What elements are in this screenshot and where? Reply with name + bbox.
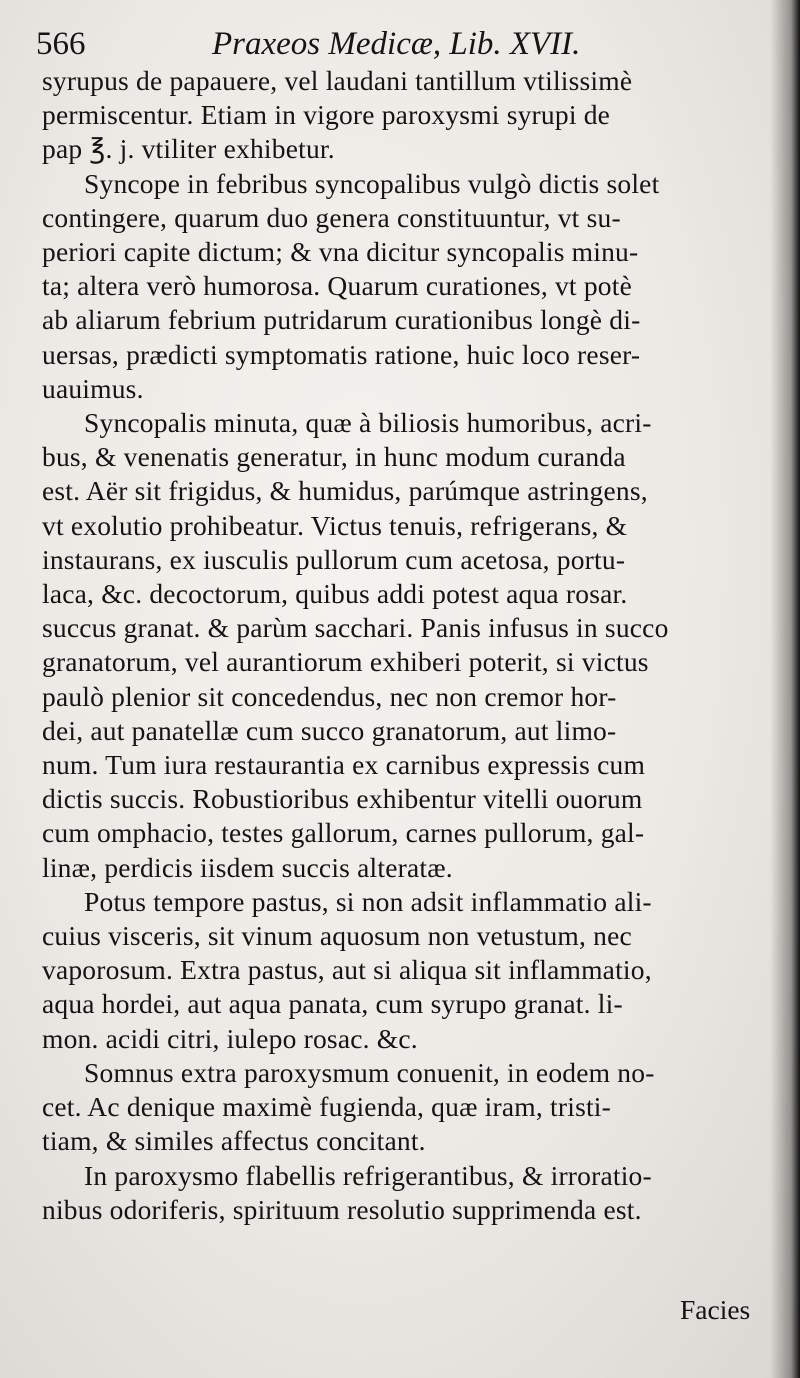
text-line: Syncope in febribus syncopalibus vulgò dictis solet (84, 167, 660, 199)
text-line: vaporosum. Extra pastus, aut si aliqua sit inflammatio, (42, 954, 652, 986)
paragraph (42, 406, 760, 885)
text-line: periori capite dictum; & vna dicitur syncopalis minu- (42, 236, 639, 268)
text-line: permiscentur. Etiam in vigore paroxysmi syrupi de (42, 99, 611, 131)
page-header (36, 18, 776, 70)
text-line: tiam, & similes affectus concitant. (42, 1125, 426, 1157)
text-line: ta; altera verò humorosa. Quarum curationes, vt potè (42, 270, 632, 302)
text-line: linæ, perdicis iisdem succis alteratæ. (42, 851, 453, 883)
paragraph (42, 1159, 760, 1227)
text-line: syrupus de papauere, vel laudani tantillum vtilissimè (42, 65, 633, 96)
text-line: succus granat. & parùm sacchari. Panis infusus in succo (42, 612, 669, 644)
text-line: bus, & venenatis generatur, in hunc modum curanda (42, 441, 626, 473)
body-text (42, 64, 760, 1227)
catchword: Facies (680, 1294, 751, 1325)
text-line: cet. Ac denique maximè fugienda, quæ iram, tristi- (42, 1091, 612, 1123)
text-line: num. Tum iura restaurantia ex carnibus expressis cum (42, 749, 646, 781)
text-line: dictis succis. Robustioribus exhibentur vitelli ouorum (42, 783, 643, 815)
paragraph (42, 167, 760, 406)
text-line: dei, aut panatellæ cum succo granatorum, aut limo- (42, 714, 617, 746)
text-line: Potus tempore pastus, si non adsit inflammatio ali- (84, 885, 652, 917)
text-line: Somnus extra paroxysmum conuenit, in eodem no- (84, 1056, 655, 1088)
text-line: cuius visceris, sit vinum aquosum non vetustum, nec (42, 920, 632, 952)
paragraph (42, 64, 760, 167)
running-title: Praxeos Medicæ, Lib. XVII. (212, 26, 581, 62)
text-line: uersas, prædicti symptomatis ratione, huic loco reser- (42, 338, 641, 370)
text-line: Syncopalis minuta, quæ à biliosis humoribus, acri- (84, 407, 652, 439)
text-line: est. Aër sit frigidus, & humidus, parúmque astringens, (42, 475, 648, 507)
text-line: cum omphacio, testes gallorum, carnes pullorum, gal- (42, 817, 645, 849)
text-line: nibus odoriferis, spirituum resolutio supprimenda est. (42, 1193, 642, 1225)
text-line: laca, &c. decoctorum, quibus addi potest aqua rosar. (42, 578, 628, 610)
text-line: uauimus. (42, 372, 144, 404)
text-line: aqua hordei, aut aqua panata, cum syrupo granat. li- (42, 988, 623, 1020)
text-line: mon. acidi citri, iulepo rosac. &c. (42, 1022, 418, 1054)
text-line: vt exolutio prohibeatur. Victus tenuis, refrigerans, & (42, 509, 628, 541)
text-line: ab aliarum febrium putridarum curationibus longè di- (42, 304, 641, 336)
page-number: 566 (36, 26, 86, 62)
page-binding-shadow (770, 0, 800, 1378)
paragraph (42, 885, 760, 1056)
text-line: pap ℥. j. vtiliter exhibetur. (42, 133, 335, 165)
text-line: contingere, quarum duo genera constituuntur, vt su- (42, 201, 621, 233)
text-line: granatorum, vel aurantiorum exhiberi poterit, si victus (42, 646, 649, 678)
text-line: paulò plenior sit concedendus, nec non cremor hor- (42, 680, 617, 712)
text-line: In paroxysmo flabellis refrigerantibus, & irroratio- (84, 1159, 652, 1191)
paragraph (42, 1056, 760, 1159)
text-line: instaurans, ex iusculis pullorum cum acetosa, portu- (42, 543, 626, 575)
